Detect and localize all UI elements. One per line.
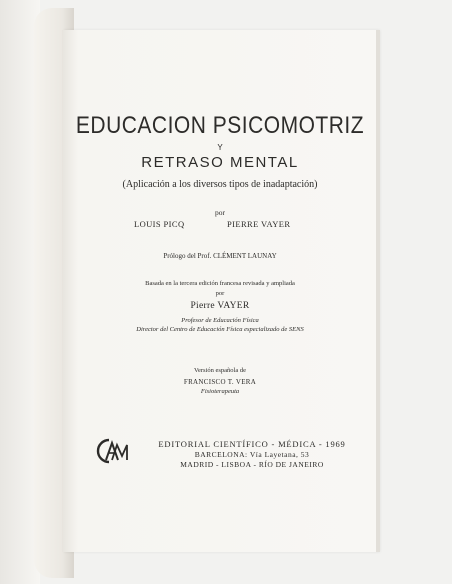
author-role-1: Profesor de Educación Física [181, 317, 259, 324]
book-title: EDUCACION PSICOMOTRIZ [75, 112, 365, 139]
by-label: por [215, 208, 225, 217]
publisher-monogram-icon [95, 436, 129, 466]
prologue-credit: Prólogo del Prof. CLÉMENT LAUNAY [163, 252, 277, 260]
book-subtitle: (Aplicación a los diversos tipos de inadaptación) [122, 179, 318, 190]
publisher-name: EDITORIAL CIENTÍFICO - MÉDICA - 1969 [158, 439, 346, 449]
edition-note: Basada en la tercera edición francesa revisada y ampliada [145, 280, 295, 287]
book-title-second: RETRASO MENTAL [141, 154, 299, 171]
publisher-cities: MADRID - LISBOA - RÍO DE JANEIRO [180, 460, 324, 469]
translator-name: FRANCISCO T. VERA [183, 378, 257, 386]
author-second: PIERRE VAYER [227, 219, 291, 229]
publisher-address: BARCELONA: Vía Layetana, 53 [194, 450, 310, 459]
translator-role: Fisioterapeuta [200, 388, 240, 395]
translation-label: Versión española de [194, 367, 246, 374]
author-role-2: Director del Centro de Educación Física especializado de SENS [136, 326, 304, 333]
author-first: LOUIS PICQ [134, 219, 185, 229]
edition-by-label: por [215, 290, 225, 297]
page-content [62, 30, 378, 552]
title-conjunction: Y [217, 143, 223, 152]
edition-author: Pierre VAYER [190, 301, 250, 311]
